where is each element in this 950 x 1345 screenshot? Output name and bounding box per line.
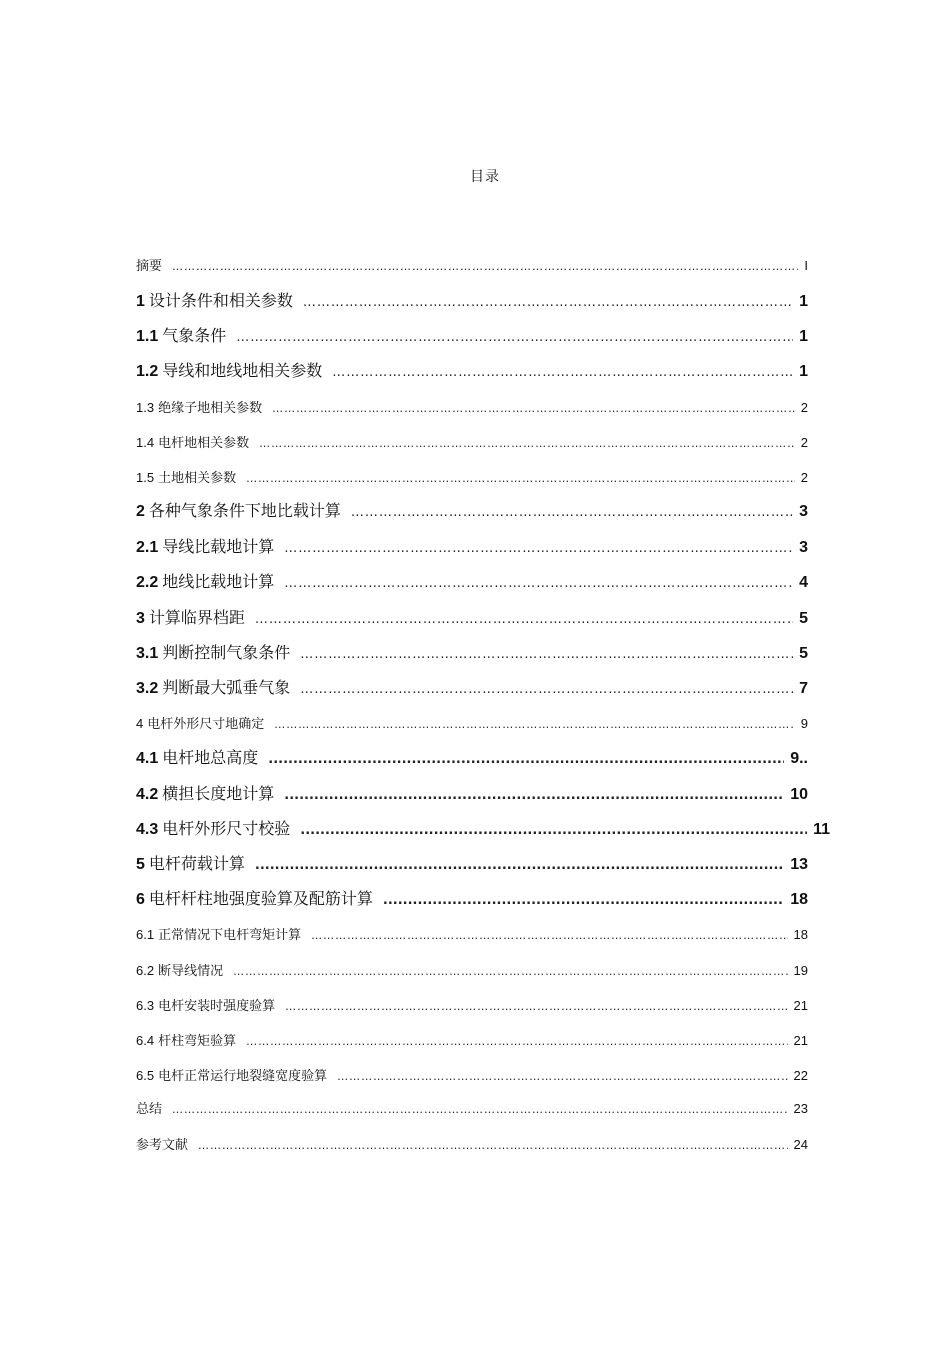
toc-entry-number: 1.2 [136, 363, 159, 380]
toc-entry[interactable] [136, 713, 808, 732]
toc-entry-label: 绝缘子地相关参数 [158, 401, 263, 416]
toc-entry[interactable] [136, 960, 808, 979]
toc-entry[interactable] [136, 358, 808, 381]
toc-entry[interactable] [136, 816, 830, 839]
page-title: 目录 [470, 169, 500, 185]
toc-entry-label: 断导线情况 [158, 964, 224, 979]
toc-entry-page: 2 [800, 470, 808, 485]
dot-leader [259, 437, 795, 450]
toc-entry[interactable] [136, 288, 808, 311]
toc-entry-label: 各种气象条件下地比载计算 [148, 501, 341, 520]
toc-entry[interactable] [136, 467, 808, 486]
dot-leader [255, 612, 793, 627]
toc-entry-number: 4.1 [136, 750, 159, 767]
toc-entry[interactable] [136, 255, 808, 274]
toc-entry[interactable] [136, 924, 808, 943]
dot-leader [172, 1103, 788, 1116]
toc-entry-label: 电杆杆柱地强度验算及配筋计算 [148, 889, 373, 908]
toc-entry-page: 2 [800, 435, 808, 450]
dot-leader [274, 718, 795, 731]
toc-entry-label: 参考文献 [136, 1138, 189, 1153]
dot-leader [303, 295, 793, 310]
dot-leader [233, 965, 787, 978]
toc-entry-number: 1.5 [136, 470, 155, 485]
toc-entry-label: 气象条件 [162, 326, 227, 345]
toc-entry-page: 21 [793, 1033, 808, 1048]
toc-entry-label: 电杆荷载计算 [148, 854, 245, 873]
toc-entry-label: 导线和地线地相关参数 [162, 361, 323, 380]
toc-entry-number: 1 [136, 293, 145, 310]
toc-entry-label: 判断最大弧垂气象 [162, 678, 291, 697]
toc-entry-label: 电杆外形尺寸校验 [162, 819, 291, 838]
toc-entry[interactable] [136, 886, 808, 909]
toc-entry[interactable] [136, 432, 808, 451]
toc-entry-label: 摘要 [136, 259, 163, 274]
toc-entry-page: 18 [793, 927, 808, 942]
toc-entry-label: 电杆安装时强度验算 [158, 999, 276, 1014]
dot-leader [351, 505, 793, 520]
toc-entry-number: 3.2 [136, 680, 159, 697]
toc-entry-number: 4.2 [136, 786, 159, 803]
toc-entry-page: 3 [799, 539, 808, 556]
dot-leader [285, 1000, 787, 1013]
toc-entry-label: 横担长度地计算 [162, 784, 275, 803]
toc-entry-number: 2.2 [136, 574, 159, 591]
toc-entry-page: 9.. [790, 750, 808, 767]
toc-entry-page: 13 [790, 856, 808, 873]
toc-entry-number: 3.1 [136, 645, 159, 662]
toc-entry-number: 6.3 [136, 998, 155, 1013]
toc-entry-label: 电杆地总高度 [162, 748, 259, 767]
toc-entry[interactable] [136, 323, 808, 346]
toc-entry-page: 5 [799, 645, 808, 662]
toc-entry-page: 1 [799, 363, 808, 380]
toc-entry-page: 9 [800, 716, 808, 731]
toc-entry-number: 6.5 [136, 1068, 155, 1083]
toc-entry-page: I [804, 258, 808, 273]
toc-entry-number: 3 [136, 610, 145, 627]
toc-entry[interactable] [136, 397, 808, 416]
toc-entry[interactable] [136, 569, 808, 592]
toc-entry-number: 4 [136, 716, 144, 731]
dot-leader [246, 1035, 787, 1048]
toc-entry[interactable] [136, 995, 808, 1014]
toc-entry[interactable] [136, 605, 808, 628]
toc-entry-page: 3 [799, 503, 808, 520]
toc-entry-page: 23 [793, 1101, 808, 1116]
toc-entry[interactable] [136, 781, 808, 804]
toc-entry[interactable] [136, 534, 808, 557]
toc-entry[interactable] [136, 745, 808, 768]
dot-leader [300, 823, 807, 838]
dot-leader [255, 858, 784, 873]
toc-entry-number: 1.1 [136, 328, 159, 345]
toc-entry-number: 5 [136, 856, 145, 873]
toc-entry-number: 6.2 [136, 963, 155, 978]
toc-entry-number: 6 [136, 891, 145, 908]
toc-entry-page: 24 [793, 1137, 808, 1152]
toc-entry[interactable] [136, 640, 808, 663]
toc-entry-page: 1 [799, 293, 808, 310]
toc-entry[interactable] [136, 1098, 808, 1117]
dot-leader [172, 260, 798, 273]
dot-leader [284, 788, 784, 803]
dot-leader [268, 752, 784, 767]
toc-entry[interactable] [136, 1065, 808, 1084]
dot-leader [284, 541, 793, 556]
toc-entry-number: 1.4 [136, 435, 155, 450]
toc-entry-label: 导线比载地计算 [162, 537, 275, 556]
toc-entry-label: 土地相关参数 [158, 471, 237, 486]
dot-leader [300, 647, 793, 662]
dot-leader [332, 365, 793, 380]
dot-leader [198, 1139, 788, 1152]
toc-entry-label: 判断控制气象条件 [162, 643, 291, 662]
toc-entry-page: 5 [799, 610, 808, 627]
toc-entry-number: 4.3 [136, 821, 159, 838]
toc-entry-label: 计算临界档距 [148, 608, 245, 627]
toc-entry-page: 21 [793, 998, 808, 1013]
toc-entry-page: 19 [793, 963, 808, 978]
toc-entry-number: 1.3 [136, 400, 155, 415]
toc-entry-number: 2.1 [136, 539, 159, 556]
toc-entry-label: 杆柱弯矩验算 [158, 1034, 237, 1049]
toc-entry-label: 电杆外形尺寸地确定 [147, 717, 265, 732]
dot-leader [311, 929, 787, 942]
toc-entry-label: 总结 [136, 1102, 163, 1117]
toc-entry[interactable] [136, 675, 808, 698]
toc-entry-number: 2 [136, 503, 145, 520]
toc-entry-page: 22 [793, 1068, 808, 1083]
toc-entry[interactable] [136, 851, 808, 874]
dot-leader [284, 576, 793, 591]
toc-entry-page: 4 [799, 574, 808, 591]
toc-entry-page: 1 [799, 328, 808, 345]
toc-entry-label: 正常情况下电杆弯矩计算 [158, 928, 302, 943]
toc-entry-page: 2 [800, 400, 808, 415]
toc-entry[interactable] [136, 1134, 808, 1153]
dot-leader [272, 402, 795, 415]
toc-entry-page: 18 [790, 891, 808, 908]
dot-leader [383, 893, 784, 908]
toc-entry-page: 7 [799, 680, 808, 697]
toc-entry-label: 地线比载地计算 [162, 572, 275, 591]
dot-leader [246, 472, 795, 485]
toc-entry-number: 6.4 [136, 1033, 155, 1048]
dot-leader [337, 1070, 787, 1083]
toc-entry-label: 设计条件和相关参数 [148, 291, 293, 310]
toc-entry[interactable] [136, 498, 808, 521]
toc-entry-page: 11 [813, 821, 830, 838]
toc-entry-page: 10 [790, 786, 808, 803]
toc-entry-number: 6.1 [136, 927, 155, 942]
dot-leader [236, 330, 793, 345]
toc-entry-label: 电杆正常运行地裂缝宽度验算 [158, 1069, 328, 1084]
dot-leader [300, 682, 793, 697]
toc-entry-label: 电杆地相关参数 [158, 436, 250, 451]
toc-entry[interactable] [136, 1030, 808, 1049]
